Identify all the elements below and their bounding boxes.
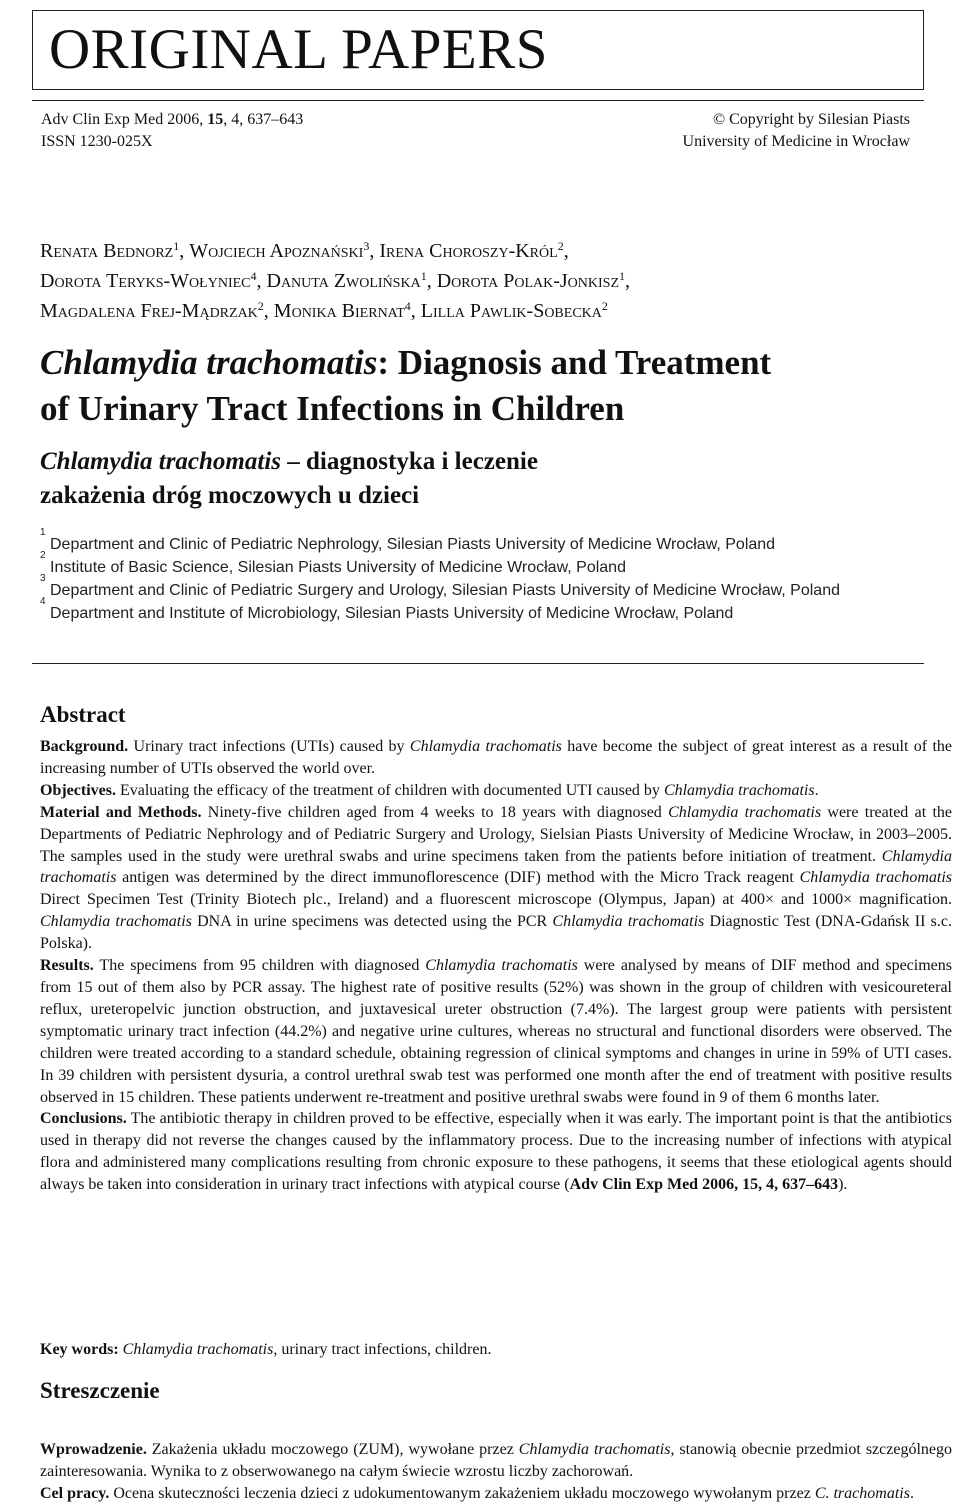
affiliation-number: 3 [40, 573, 46, 584]
author-affiliation-marker: 1 [173, 239, 180, 253]
title-polish-line-2: zakażenia dróg moczowych u dzieci [40, 482, 420, 509]
affiliation-item: 3 Department and Clinic of Pediatric Surgery and Urology, Silesian Piasts University of Medicine Wrocław, Poland [40, 573, 840, 599]
streszczenie-aim: Cel pracy. Ocena skuteczności leczenia dzieci z udokumentowanym zakażeniem układu moczowego wywołanym przez C. trachomatis. [40, 1484, 914, 1502]
keywords-label: Key words: [40, 1341, 119, 1358]
author-name: Renata Bednorz [40, 240, 174, 262]
author-affiliation-marker: 4 [250, 269, 257, 283]
affiliation-number: 2 [40, 550, 46, 561]
citation-inline: Adv Clin Exp Med 2006, 15, 4, 637–643 [569, 1176, 839, 1194]
keywords: Key words: Chlamydia trachomatis, urinary tract infections, children. [40, 1341, 492, 1358]
affiliation-list [40, 527, 930, 625]
abstract-methods: Material and Methods. Ninety-five children aged from 4 weeks to 18 years with diagnosed Chlamydia trachomatis were treated at the Departments of Pediatric Nephrology and of Pediatric Surgery and Urology, Sielsian Piasts University of Medicine Wrocław, in 2003–2005. The samples used in the study were urethral swabs and urine specimens taken from the patients before initiation of treatment. Chlamydia trachomatis antigen was determined by the direct immunoflorescence (DIF) method with the Micro Track reagent Chlamydia trachomatis Direct Specimen Test (Trinity Biotech plc., Ireland) and a fluorescent microscope (Olympus, Japan) at 400× and 1000× magnification. Chlamydia trachomatis DNA in urine specimens was detected using the PCR Chlamydia trachomatis Diagnostic Test (DNA-Gdańsk II s.c. Polska). [40, 803, 953, 953]
top-rule [32, 100, 924, 101]
abstract-objectives: Objectives. Evaluating the efficacy of the treatment of children with documented UTI caused by Chlamydia trachomatis. [40, 781, 819, 799]
author-affiliation-marker: 2 [557, 239, 564, 253]
author-affiliation-marker: 2 [257, 299, 264, 313]
streszczenie-body [40, 1439, 952, 1505]
affiliation-item: 2 Institute of Basic Science, Silesian Piasts University of Medicine Wrocław, Poland [40, 550, 626, 576]
abstract-results: Results. The specimens from 95 children with diagnosed Chlamydia trachomatis were analysed by means of DIF method and specimens from 15 out of them also by PCR assay. The highest rate of positive results (52%) was shown in the group of children with vesicoureteral reflux, ureteropelvic junction obstruction, and juxtavesical ureter obstruction (7.4%). The largest group were patients with persistent symptomatic urinary tract infection (44.2%) and negative urine cultures, whereas no structural and functional disorders were observed. The children were treated according to a standard schedule, obtaining regression of clinical symptoms and changes in urine in 59% of UTI cases. In 39 children with persistent dysuria, a control urethral swab test was performed one month after the end of treatment with positive results observed in 15 children. These patients underwent re-treatment and positive urethral swabs were found in 9 of them 6 months later. [40, 957, 953, 1106]
author-name: Lilla Pawlik-Sobecka [420, 300, 602, 322]
author-affiliation-marker: 2 [601, 299, 608, 313]
streszczenie-intro: Wprowadzenie. Zakażenia układu moczowego (ZUM), wywołane przez Chlamydia trachomatis, stanowią obecnie przedmiot szczególnego zainteresowania. Wynika to z obserwowanego na całym świecie wzrostu liczby zachorowań. [40, 1441, 952, 1480]
author-name: Dorota Teryks-Wołyniec [40, 270, 251, 292]
abstract-background: Background. Urinary tract infections (UTIs) caused by Chlamydia trachomatis have become the subject of great interest as a result of the increasing number of UTIs observed the world over. [40, 738, 952, 777]
title-organism: Chlamydia trachomatis [40, 343, 378, 382]
article-title-polish: Chlamydia trachomatis – diagnostyka i leczenie zakażenia dróg moczowych u dzieci [40, 448, 538, 509]
section-title: ORIGINAL PAPERS [49, 18, 548, 81]
journal-citation [41, 109, 303, 153]
section-banner [32, 10, 924, 90]
affiliation-item: 4 Department and Institute of Microbiology, Silesian Piasts University of Medicine Wrocław, Poland [40, 596, 734, 622]
author-affiliation-marker: 3 [363, 239, 370, 253]
author-name: Irena Choroszy-Król [379, 240, 558, 262]
author-name: Monika Biernat [273, 300, 405, 322]
affiliation-item: 1 Department and Clinic of Pediatric Nephrology, Silesian Piasts University of Medicine Wrocław, Poland [40, 527, 776, 553]
citation-volume: 15 [207, 111, 224, 128]
author-name: Dorota Polak-Jonkisz [436, 270, 620, 292]
copyright-notice [683, 109, 910, 153]
copyright-line-2: University of Medicine in Wrocław [682, 133, 910, 150]
article-title: Chlamydia trachomatis: Diagnosis and Treatment of Urinary Tract Infections in Children [40, 343, 772, 428]
affiliation-number: 1 [40, 527, 46, 538]
affiliation-divider [32, 663, 924, 664]
title-polish-organism: Chlamydia trachomatis [40, 448, 282, 475]
copyright-line-1: © Copyright by Silesian Piasts [712, 111, 910, 128]
author-affiliation-marker: 1 [420, 269, 427, 283]
author-affiliation-marker: 1 [619, 269, 626, 283]
citation-line: Adv Clin Exp Med 2006, 15, 4, 637–643 [41, 111, 304, 128]
author-list: Renata Bednorz$^1$, Wojciech Apoznański$^3$, Irena Choroszy-Król$^2$, Dorota Teryks-Wołyniec$^4$, Danuta Zwolińska$^1$, Dorota Polak-Jonkisz$^1$, Magdalena Frej-Mądrzak$^2$, Monika Biernat$^4$, Lilla Pawlik-Sobecka$^2$ [40, 239, 631, 322]
issn-line: ISSN 1230-025X [41, 133, 153, 150]
abstract-body [40, 736, 952, 1196]
author-name: Danuta Zwolińska [266, 270, 421, 292]
affiliation-number: 4 [40, 596, 46, 607]
abstract-conclusions: Conclusions. The antibiotic therapy in children proved to be effective, especially when it was early. The important point is that the antibiotics used in therapy did not reverse the changes caused by the inflammatory process. Due to the increasing number of infections with atypical flora and administered many complications resulting from chronic exposure to these pathogens, it seems that these etiological agents should always be taken into consideration in urinary tract infections with atypical course (Adv Clin Exp Med 2006, 15, 4, 637–643). [40, 1110, 952, 1194]
abstract-heading: Abstract [40, 702, 126, 727]
streszczenie-heading: Streszczenie [40, 1378, 160, 1403]
author-name: Magdalena Frej-Mądrzak [40, 300, 258, 322]
author-name: Wojciech Apoznański [189, 240, 364, 262]
title-line-2: of Urinary Tract Infections in Children [40, 389, 625, 428]
author-affiliation-marker: 4 [404, 299, 411, 313]
